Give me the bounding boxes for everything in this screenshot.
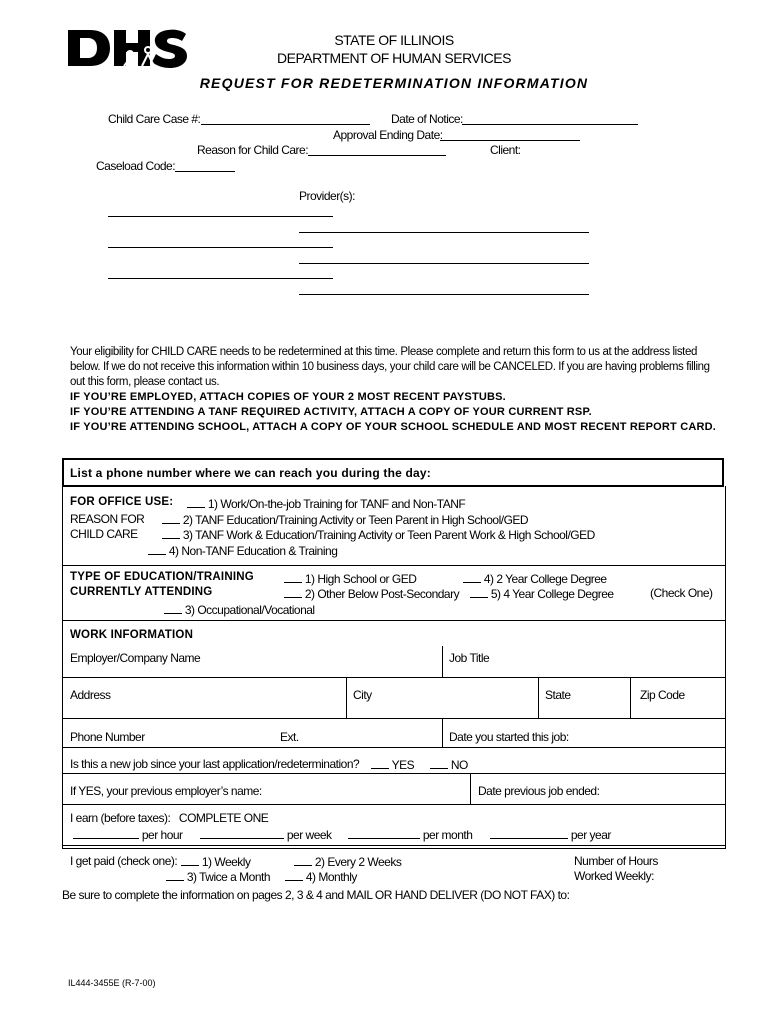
client-address-line[interactable] (108, 216, 333, 217)
earn-per-year[interactable] (490, 827, 611, 842)
phone-box-label: List a phone number where we can reach you during the day: (70, 466, 432, 480)
paid-weekly-label: 1) Weekly (201, 855, 251, 869)
mail-note: Be sure to complete the information on pages 2, 3 & 4 and MAIL OR HAND DELIVER (DO NOT FAX) to: (62, 888, 570, 902)
office-option-4-label: 4) Non-TANF Education & Training (168, 544, 338, 558)
earn-per-week[interactable] (200, 827, 332, 842)
instructions-text: Your eligibility for CHILD CARE needs to be redetermined at this time. Please complete and return this form to us at the address listed below. If we do not receive this information within 10 business days, your child care will be CANCELED. If you are having problems filling out this form, please contact us. (70, 346, 710, 388)
providers-label: Provider(s): (299, 189, 356, 203)
department-name: DEPARTMENT OF HUMAN SERVICES (277, 50, 511, 66)
per-week-label: per week (286, 828, 332, 842)
education-option-1-label: 1) High School or GED (304, 572, 417, 586)
new-job-no-label: NO (450, 758, 468, 772)
state-label: State (545, 688, 571, 702)
ext-field[interactable] (280, 730, 299, 744)
hours-label-1: Number of Hours (574, 854, 658, 868)
office-option-1-label: 1) Work/On-the-job Training for TANF and Non-TANF (207, 497, 466, 511)
work-heading: WORK INFORMATION (70, 629, 194, 641)
education-option-5-label: 5) 4 Year College Degree (490, 587, 614, 601)
case-number-label: Child Care Case #: (108, 112, 201, 126)
new-job-no[interactable] (430, 757, 468, 772)
hours-label-2: Worked Weekly: (574, 869, 654, 883)
education-option-1[interactable] (284, 571, 416, 586)
paid-every-2-weeks-label: 2) Every 2 Weeks (314, 855, 402, 869)
reason-for-label: REASON FOR (70, 512, 145, 526)
client-address-line[interactable] (108, 278, 333, 279)
date-started-field[interactable] (449, 730, 569, 744)
employer-name-field[interactable] (70, 651, 200, 665)
education-option-2-label: 2) Other Below Post-Secondary (304, 587, 460, 601)
office-option-2-label: 2) TANF Education/Training Activity or Teen Parent in High School/GED (182, 513, 529, 527)
job-title-field[interactable] (449, 651, 489, 665)
address-label: Address (70, 688, 111, 702)
instruction-employed: IF YOU’RE EMPLOYED, ATTACH COPIES OF YOUR 2 MOST RECENT PAYSTUBS. (70, 391, 506, 403)
provider-line[interactable] (299, 294, 589, 295)
state-name: STATE OF ILLINOIS (334, 32, 454, 48)
paid-every-2-weeks[interactable] (294, 854, 401, 869)
phone-box[interactable] (62, 458, 724, 487)
paid-twice-a-month-label: 3) Twice a Month (186, 870, 270, 884)
case-number-field[interactable] (201, 124, 370, 125)
job-title-label: Job Title (449, 651, 490, 665)
date-of-notice-label: Date of Notice: (391, 112, 463, 126)
new-job-yes[interactable] (371, 757, 414, 772)
paid-label: I get paid (check one): (70, 854, 178, 868)
per-month-label: per month (422, 828, 473, 842)
instruction-tanf: IF YOU’RE ATTENDING A TANF REQUIRED ACTIVITY, ATTACH A COPY OF YOUR CURRENT RSP. (70, 406, 592, 418)
caseload-code-field[interactable] (175, 171, 235, 172)
paid-monthly-label: 4) Monthly (305, 870, 357, 884)
previous-employer-label: If YES, your previous employer’s name: (70, 784, 262, 798)
earn-per-month[interactable] (348, 827, 472, 842)
child-care-label: CHILD CARE (70, 527, 138, 541)
education-option-4-label: 4) 2 Year College Degree (483, 572, 607, 586)
form-id: IL444-3455E (R-7-00) (68, 978, 156, 988)
approval-ending-date-label: Approval Ending Date: (333, 128, 443, 142)
zip-field[interactable] (640, 688, 685, 702)
hours-worked-field[interactable] (574, 869, 654, 883)
per-hour-label: per hour (141, 828, 183, 842)
earn-label: I earn (before taxes): COMPLETE ONE (70, 811, 269, 825)
education-attending-label: CURRENTLY ATTENDING (70, 586, 213, 598)
office-option-3[interactable] (162, 527, 595, 542)
client-address-line[interactable] (108, 247, 333, 248)
per-year-label: per year (570, 828, 611, 842)
complete-one-label: COMPLETE ONE (178, 811, 269, 825)
earn-per-hour[interactable] (73, 827, 183, 842)
instruction-school: IF YOU’RE ATTENDING SCHOOL, ATTACH A COPY OF YOUR SCHOOL SCHEDULE AND MOST RECENT REPORT CARD. (70, 421, 717, 433)
caseload-code-label: Caseload Code: (96, 159, 176, 173)
page-title: REQUEST FOR REDETERMINATION INFORMATION (199, 75, 589, 91)
date-of-notice-field[interactable] (462, 124, 638, 125)
education-type-label: TYPE OF EDUCATION/TRAINING (70, 571, 254, 583)
zip-label: Zip Code (640, 688, 685, 702)
client-label: Client: (490, 143, 521, 157)
previous-employer-field[interactable] (70, 784, 262, 798)
check-one-note: (Check One) (650, 586, 713, 600)
date-started-label: Date you started this job: (449, 730, 569, 744)
new-job-yes-label: YES (391, 758, 415, 772)
education-option-5[interactable] (470, 586, 614, 601)
address-field[interactable] (70, 688, 111, 702)
instructions-block (70, 345, 720, 435)
new-job-question: Is this a new job since your last application/redetermination? (70, 757, 360, 771)
provider-line[interactable] (299, 232, 589, 233)
paid-monthly[interactable] (285, 869, 357, 884)
office-use-label: FOR OFFICE USE: (70, 496, 174, 508)
paid-weekly[interactable] (181, 854, 250, 869)
phone-number-label: Phone Number (70, 730, 145, 744)
employer-name-label: Employer/Company Name (70, 651, 201, 665)
paid-twice-a-month[interactable] (166, 869, 270, 884)
state-field[interactable] (545, 688, 571, 702)
office-option-3-label: 3) TANF Work & Education/Training Activity or Teen Parent Work & High School/GED (182, 528, 595, 542)
city-field[interactable] (353, 688, 372, 702)
education-option-3-label: 3) Occupational/Vocational (184, 603, 315, 617)
education-option-3[interactable] (164, 602, 315, 617)
city-label: City (353, 688, 372, 702)
approval-ending-date-field[interactable] (440, 140, 580, 141)
education-option-4[interactable] (463, 571, 607, 586)
office-option-4[interactable] (148, 543, 337, 558)
reason-label: Reason for Child Care: (197, 143, 309, 157)
provider-line[interactable] (299, 263, 589, 264)
office-option-1[interactable] (187, 496, 465, 511)
previous-job-ended-field[interactable] (478, 784, 599, 798)
phone-number-field[interactable] (70, 730, 145, 744)
reason-field[interactable] (308, 155, 446, 156)
office-option-2[interactable] (162, 512, 528, 527)
education-option-2[interactable] (284, 586, 459, 601)
previous-job-ended-label: Date previous job ended: (478, 784, 600, 798)
ext-label: Ext. (280, 730, 299, 744)
